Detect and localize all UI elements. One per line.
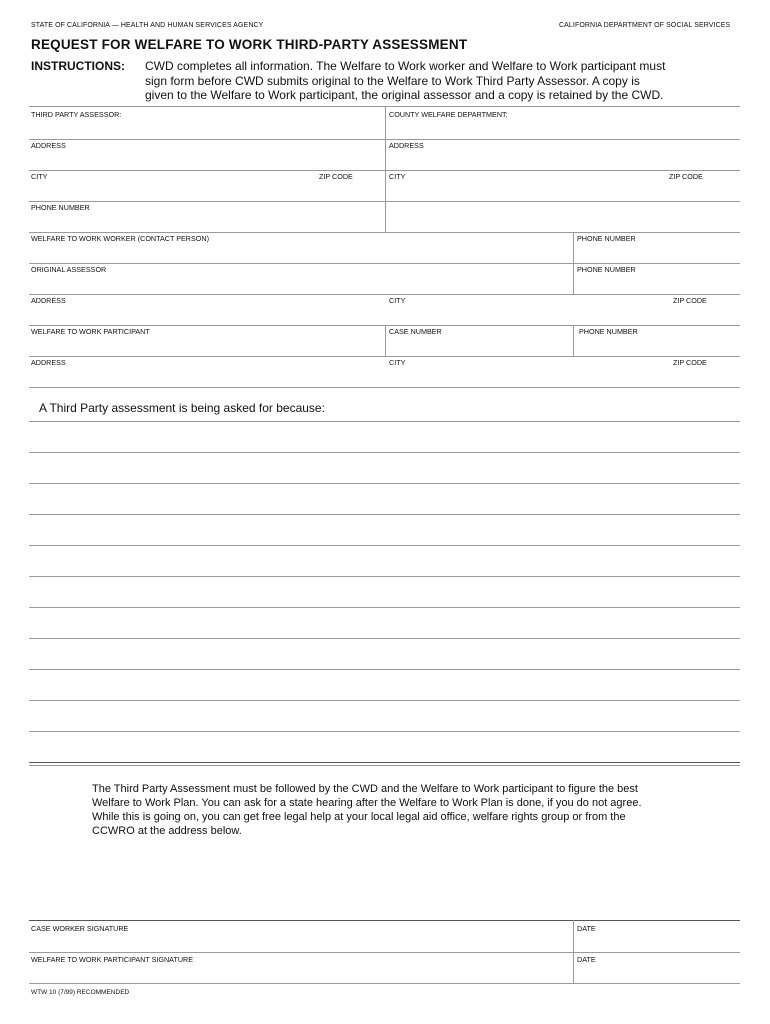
reason-textarea[interactable]: [31, 424, 737, 759]
county-zip-input[interactable]: [669, 183, 737, 198]
wtw-worker-phone-label: PHONE NUMBER: [577, 234, 636, 243]
original-assessor-input[interactable]: [31, 276, 569, 291]
assessor-phone-input[interactable]: [31, 214, 381, 229]
case-number-input[interactable]: [389, 338, 569, 353]
instructions-line-3: given to the Welfare to Work participant, the original assessor and a copy is retained by the CWD.: [145, 88, 664, 102]
notice-line-3: While this is going on, you can get free legal help at your local legal aid office, welfare rights group or from the: [92, 811, 626, 823]
case-worker-date-input[interactable]: [577, 935, 737, 950]
assessor-zip-input[interactable]: [319, 183, 381, 198]
wtw-worker-phone-input[interactable]: [577, 245, 737, 260]
form-title: REQUEST FOR WELFARE TO WORK THIRD-PARTY ASSESSMENT: [31, 37, 468, 52]
case-number-label: CASE NUMBER: [389, 327, 442, 336]
grid-line: [29, 263, 740, 264]
column-divider: [573, 325, 574, 356]
reason-heading: A Third Party assessment is being asked for because:: [39, 401, 325, 415]
instructions-text: [145, 59, 717, 103]
assessor-city-input[interactable]: [31, 183, 301, 198]
participant-label: WELFARE TO WORK PARTICIPANT: [31, 327, 150, 336]
grid-line: [29, 356, 740, 357]
county-zip-label: ZIP CODE: [669, 172, 703, 181]
participant-address-input[interactable]: [31, 369, 381, 384]
instructions-line-1: CWD completes all information. The Welfare to Work worker and Welfare to Work participant must: [145, 59, 666, 73]
participant-city-label: CITY: [389, 358, 406, 367]
grid-line: [29, 232, 740, 233]
notice-line-2: Welfare to Work Plan. You can ask for a state hearing after the Welfare to Work Plan is done, if you do not agree.: [92, 797, 642, 809]
case-worker-signature-label: CASE WORKER SIGNATURE: [31, 924, 129, 933]
case-worker-date-label: DATE: [577, 924, 596, 933]
assessor-address-label: ADDRESS: [31, 141, 66, 150]
section-divider: [29, 765, 740, 766]
participant-city-input[interactable]: [389, 369, 659, 384]
column-divider: [385, 106, 386, 232]
signature-divider: [29, 920, 740, 921]
writing-line: [29, 762, 740, 763]
original-address-input[interactable]: [31, 307, 381, 322]
instructions-line-2: sign form before CWD submits original to the Welfare to Work Third Party Assessor. A copy is: [145, 73, 640, 88]
assessor-phone-label: PHONE NUMBER: [31, 203, 90, 212]
notice-text: [92, 782, 664, 838]
participant-zip-label: ZIP CODE: [673, 358, 707, 367]
grid-line: [29, 387, 740, 388]
original-assessor-phone-input[interactable]: [577, 276, 737, 291]
signature-divider: [29, 983, 740, 984]
assessor-address-input[interactable]: [31, 152, 381, 167]
participant-date-input[interactable]: [577, 966, 737, 981]
original-zip-label: ZIP CODE: [673, 296, 707, 305]
notice-line-4: CCWRO at the address below.: [92, 825, 242, 837]
original-assessor-label: ORIGINAL ASSESSOR: [31, 265, 107, 274]
wtw-worker-label: WELFARE TO WORK WORKER (CONTACT PERSON): [31, 234, 209, 243]
third-party-assessor-input[interactable]: [31, 121, 381, 136]
participant-zip-input[interactable]: [673, 369, 737, 384]
participant-signature-input[interactable]: [31, 966, 569, 981]
participant-phone-input[interactable]: [579, 338, 737, 353]
participant-signature-label: WELFARE TO WORK PARTICIPANT SIGNATURE: [31, 955, 194, 964]
original-assessor-phone-label: PHONE NUMBER: [577, 265, 636, 274]
original-city-label: CITY: [389, 296, 406, 305]
participant-input[interactable]: [31, 338, 381, 353]
column-divider: [385, 325, 386, 356]
case-worker-signature-input[interactable]: [31, 935, 569, 950]
county-address-input[interactable]: [389, 152, 737, 167]
form-id: WTW 10 (7/99) RECOMMENDED: [31, 989, 130, 996]
notice-line-1: The Third Party Assessment must be followed by the CWD and the Welfare to Work participant to figure the best: [92, 783, 638, 795]
agency-left: STATE OF CALIFORNIA — HEALTH AND HUMAN SERVICES AGENCY: [31, 22, 264, 29]
grid-line: [29, 294, 740, 295]
county-city-input[interactable]: [389, 183, 659, 198]
county-city-label: CITY: [389, 172, 406, 181]
third-party-assessor-label: THIRD PARTY ASSESSOR:: [31, 110, 122, 119]
instructions-label: INSTRUCTIONS:: [31, 59, 125, 73]
wtw-worker-input[interactable]: [31, 245, 569, 260]
column-divider: [573, 232, 574, 294]
signature-divider: [29, 952, 740, 953]
county-welfare-department-input[interactable]: [389, 121, 737, 136]
county-address-label: ADDRESS: [389, 141, 424, 150]
participant-date-label: DATE: [577, 955, 596, 964]
participant-phone-label: PHONE NUMBER: [579, 327, 638, 336]
assessor-city-label: CITY: [31, 172, 48, 181]
original-address-label: ADDRESS: [31, 296, 66, 305]
assessor-zip-label: ZIP CODE: [319, 172, 353, 181]
county-welfare-department-label: COUNTY WELFARE DEPARTMENT:: [389, 110, 508, 119]
original-zip-input[interactable]: [673, 307, 737, 322]
original-city-input[interactable]: [389, 307, 659, 322]
signature-column-divider: [573, 920, 574, 983]
participant-address-label: ADDRESS: [31, 358, 66, 367]
writing-line: [29, 421, 740, 422]
agency-right: CALIFORNIA DEPARTMENT OF SOCIAL SERVICES: [559, 22, 731, 29]
